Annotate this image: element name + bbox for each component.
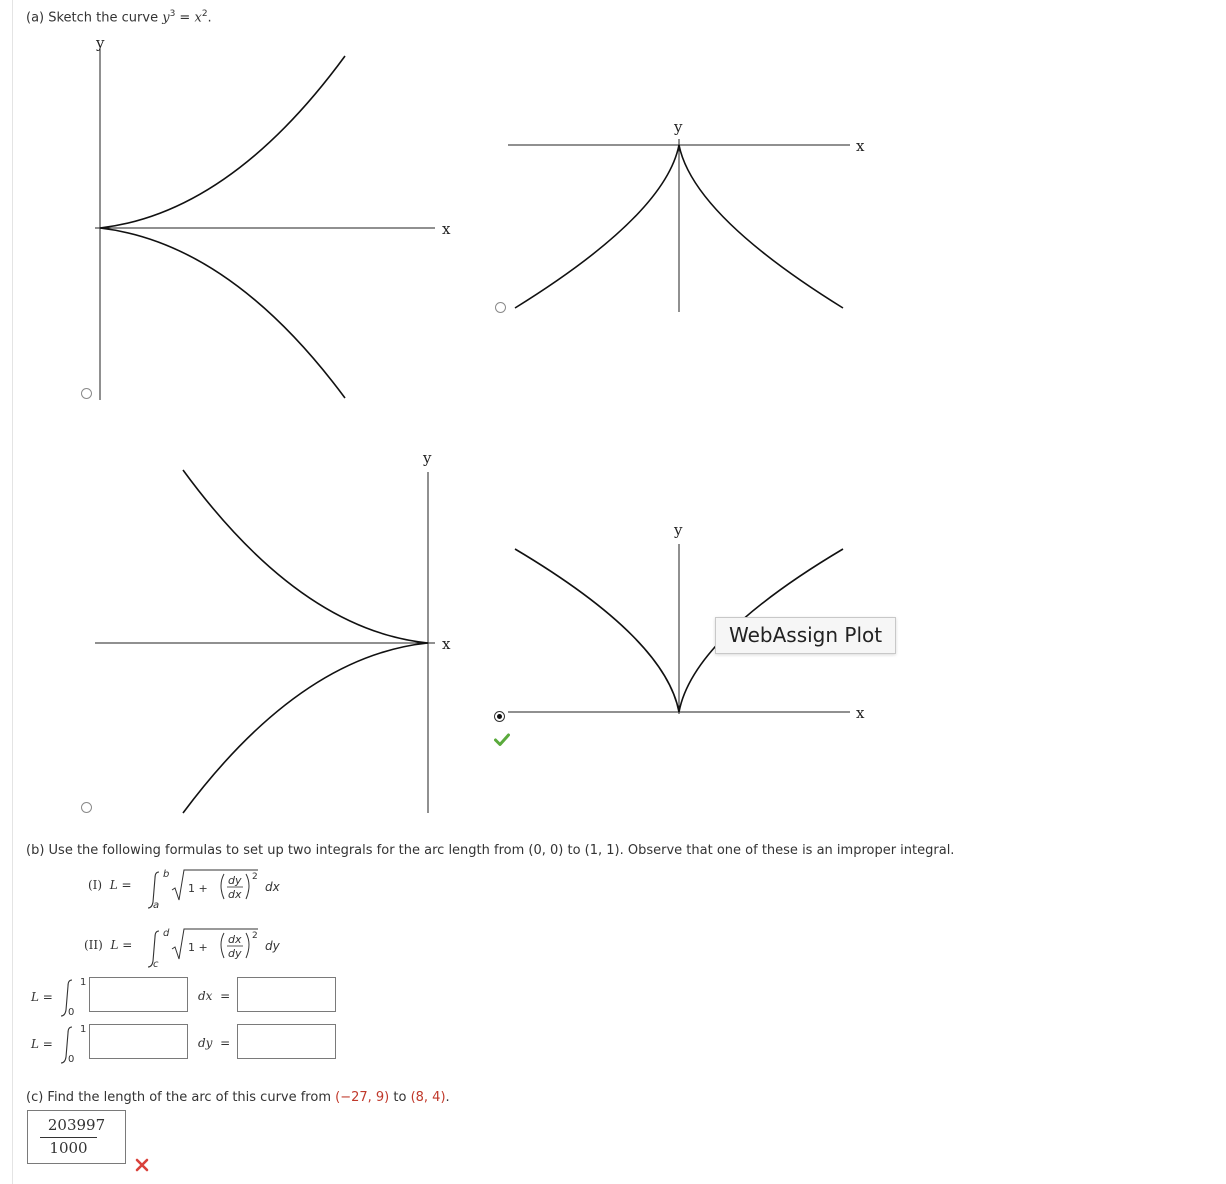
graph2-curve-right bbox=[679, 145, 843, 308]
integrand-dx-input[interactable] bbox=[89, 977, 188, 1012]
webassign-plot-tooltip: WebAssign Plot bbox=[715, 617, 896, 654]
result-dy-input[interactable] bbox=[237, 1024, 336, 1059]
answer-row1-lower: 0 bbox=[68, 1007, 75, 1018]
formula-ii-label: (II) L = bbox=[84, 938, 133, 952]
answer-row1-diff: dx = bbox=[198, 989, 231, 1003]
graph4-y-label: y bbox=[674, 521, 683, 539]
graph-option-1-radio[interactable] bbox=[81, 388, 92, 399]
part-c-point1: (−27, 9) bbox=[335, 1090, 390, 1105]
formula-i-sqrt bbox=[172, 870, 258, 900]
answer-row2-integral bbox=[60, 1021, 90, 1065]
graph3-y-label: y bbox=[423, 449, 432, 467]
graph3-x-label: x bbox=[442, 635, 451, 653]
result-dx-input[interactable] bbox=[237, 977, 336, 1012]
graph4-curve-left bbox=[515, 549, 679, 712]
graph-option-3-radio[interactable] bbox=[81, 802, 92, 813]
formula-i-one-plus: 1 + bbox=[188, 882, 208, 895]
part-c-point2: (8, 4) bbox=[410, 1090, 446, 1105]
answer-row2-diff: dy = bbox=[198, 1036, 231, 1050]
answer-row1-label: L = bbox=[31, 990, 53, 1004]
answer-denominator: 1000 bbox=[49, 1139, 88, 1157]
graph1-y-label: y bbox=[96, 34, 105, 52]
arc-length-answer-input[interactable] bbox=[27, 1110, 126, 1164]
graph1-x-label: x bbox=[442, 220, 451, 238]
answer-fraction-bar bbox=[40, 1137, 97, 1138]
formula-ii-lower: c bbox=[153, 959, 159, 970]
formula-ii-numerator: dx bbox=[228, 933, 242, 946]
graph-option-2-radio[interactable] bbox=[495, 302, 506, 313]
answer-numerator: 203997 bbox=[47, 1116, 106, 1134]
correct-check-icon bbox=[494, 733, 510, 746]
answer-row2-upper: 1 bbox=[80, 1024, 87, 1035]
graph-option-3 bbox=[90, 445, 460, 817]
formula-i-numerator: dy bbox=[228, 874, 242, 887]
formula-i-differential: dx bbox=[265, 880, 280, 894]
formula-ii-one-plus: 1 + bbox=[188, 941, 208, 954]
formula-ii bbox=[146, 923, 296, 971]
formula-ii-sqrt bbox=[172, 929, 258, 959]
answer-row1-upper: 1 bbox=[80, 977, 87, 988]
answer-row2-lower: 0 bbox=[68, 1054, 75, 1065]
formula-ii-denominator: dy bbox=[228, 947, 242, 960]
part-a-prompt: (a) Sketch the curve $y^3 = x^2$. bbox=[26, 9, 212, 26]
graph2-y-label: y bbox=[674, 118, 683, 136]
incorrect-x-icon bbox=[135, 1158, 149, 1172]
graph2-x-label: x bbox=[856, 137, 865, 155]
answer-row2-label: L = bbox=[31, 1037, 53, 1051]
formula-i-lower: a bbox=[153, 900, 160, 911]
part-c-prompt: (c) Find the length of the arc of this curve from (−27, 9) to (8, 4). bbox=[26, 1090, 450, 1105]
left-guide-line bbox=[12, 0, 13, 1184]
formula-i-label: (I) L = bbox=[88, 878, 132, 892]
graph3-curve-upper bbox=[183, 470, 428, 643]
integrand-dy-input[interactable] bbox=[89, 1024, 188, 1059]
formula-i-upper: b bbox=[163, 869, 170, 880]
graph1-curve-lower bbox=[100, 228, 345, 398]
formula-ii-exponent: 2 bbox=[252, 931, 258, 941]
answer-row1-integral bbox=[60, 974, 90, 1018]
formula-i-exponent: 2 bbox=[252, 872, 258, 882]
formula-i-denominator: dx bbox=[228, 888, 242, 901]
graph2-curve-left bbox=[515, 145, 679, 308]
graph-option-1 bbox=[80, 28, 460, 400]
formula-i bbox=[146, 864, 296, 912]
graph4-x-label: x bbox=[856, 704, 865, 722]
graph-option-2 bbox=[500, 115, 880, 315]
graph3-curve-lower bbox=[183, 643, 428, 813]
graph-option-4-radio[interactable] bbox=[494, 711, 505, 722]
part-b-prompt: (b) Use the following formulas to set up two integrals for the arc length from (0, 0) to (1, 1). Observe that one of these is an improper integral. bbox=[26, 843, 955, 858]
formula-ii-upper: d bbox=[163, 928, 170, 939]
graph1-curve-upper bbox=[100, 56, 345, 228]
formula-ii-differential: dy bbox=[265, 939, 280, 953]
